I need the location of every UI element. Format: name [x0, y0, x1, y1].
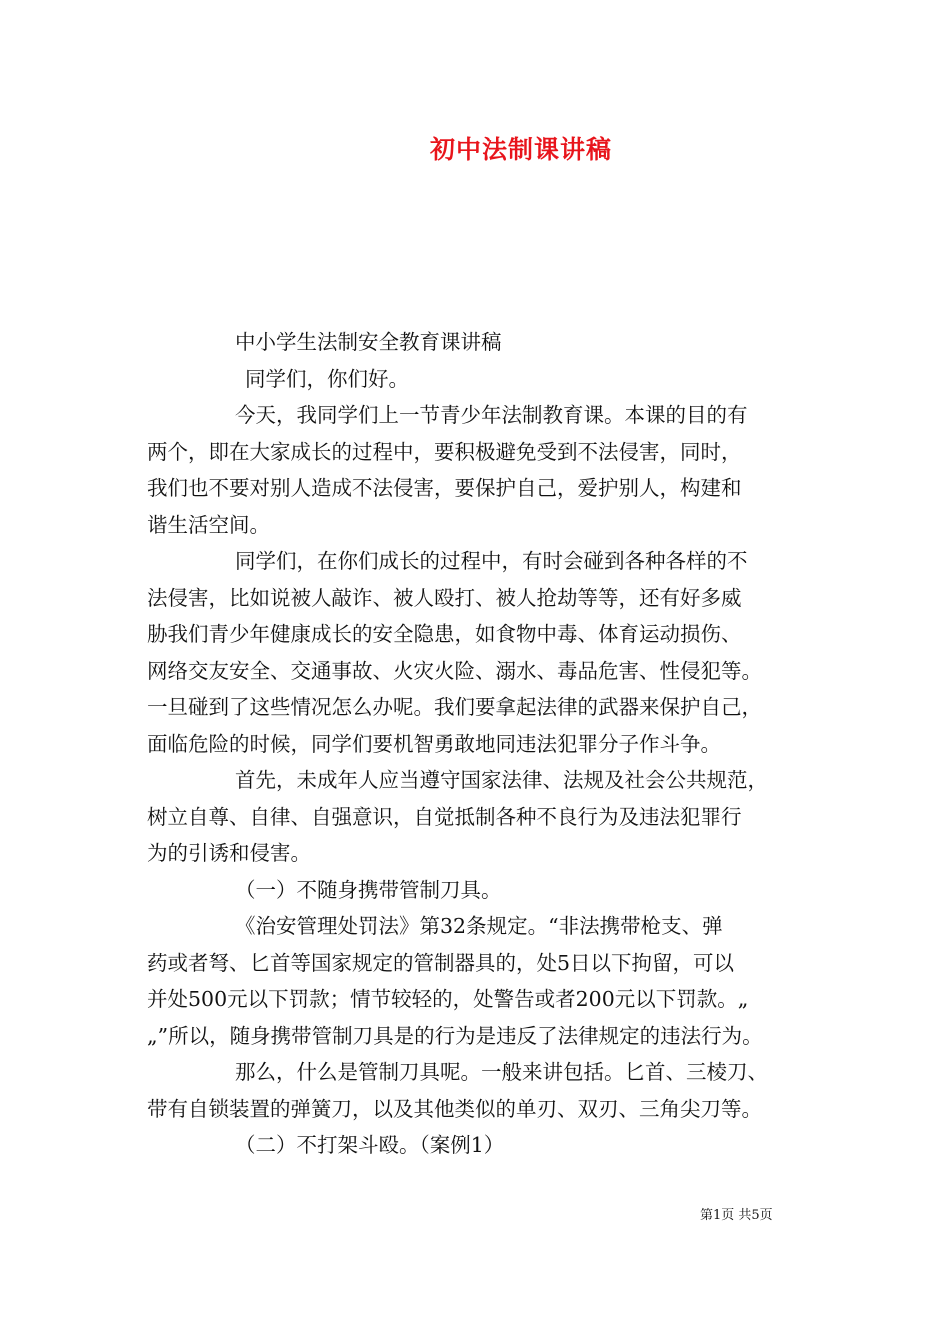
paragraph-line: 首先，未成年人应当遵守国家法律、法规及社会公共规范，	[235, 768, 768, 792]
paragraph-line: 带有自锁装置的弹簧刀，以及其他类似的单刃、双刃、三角尖刀等。	[147, 1096, 762, 1121]
paragraph-line: 胁我们青少年健康成长的安全隐患，如食物中毒、体育运动损伤、	[147, 622, 742, 646]
paragraph-line: 法侵害，比如说被人敲诈、被人殴打、被人抢劫等等，还有好多威	[147, 585, 742, 610]
document-body	[147, 324, 815, 1164]
paragraph-line: 我们也不要对别人造成不法侵害，要保护自己，爱护别人，构建和	[147, 476, 742, 500]
paragraph-line: 同学们，你们好。	[245, 366, 409, 391]
paragraph-line: 一旦碰到了这些情况怎么办呢。我们要拿起法律的武器来保护自己，	[147, 695, 762, 719]
paragraph-line: 《治安管理处罚法》第32条规定。“非法携带枪支、弹	[235, 914, 723, 938]
document-title: 初中法制课讲稿	[430, 135, 613, 164]
page-footer: 第1页 共5页	[700, 1208, 773, 1223]
paragraph-line: （一）不随身携带管制刀具。	[235, 877, 502, 902]
paragraph-line: 为的引诱和侵害。	[147, 841, 311, 865]
paragraph-line: 谐生活空间。	[147, 512, 270, 537]
paragraph-line: 两个，即在大家成长的过程中，要积极避免受到不法侵害，同时，	[147, 439, 742, 464]
paragraph-line: „”所以，随身携带管制刀具是的行为是违反了法律规定的违法行为。	[147, 1023, 763, 1048]
paragraph-line: 同学们，在你们成长的过程中，有时会碰到各种各样的不	[235, 549, 748, 573]
paragraph-line: 树立自尊、自律、自强意识，自觉抵制各种不良行为及违法犯罪行	[147, 804, 742, 829]
paragraph-line: 中小学生法制安全教育课讲稿	[235, 330, 502, 354]
paragraph-line: 今天，我同学们上一节青少年法制教育课。本课的目的有	[235, 403, 748, 427]
paragraph-line: 并处500元以下罚款；情节较轻的，处警告或者200元以下罚款。„	[147, 987, 749, 1011]
paragraph-line: 网络交友安全、交通事故、火灾火险、溺水、毒品危害、性侵犯等。	[147, 658, 762, 683]
paragraph-line: 药或者弩、匕首等国家规定的管制器具的，处5日以下拘留，可以	[147, 950, 735, 975]
paragraph-line: （二）不打架斗殴。（案例1）	[235, 1133, 505, 1157]
paragraph-line: 那么，什么是管制刀具呢。一般来讲包括。匕首、三棱刀、	[235, 1060, 768, 1084]
paragraph-line: 面临危险的时候，同学们要机智勇敢地同违法犯罪分子作斗争。	[147, 731, 721, 756]
